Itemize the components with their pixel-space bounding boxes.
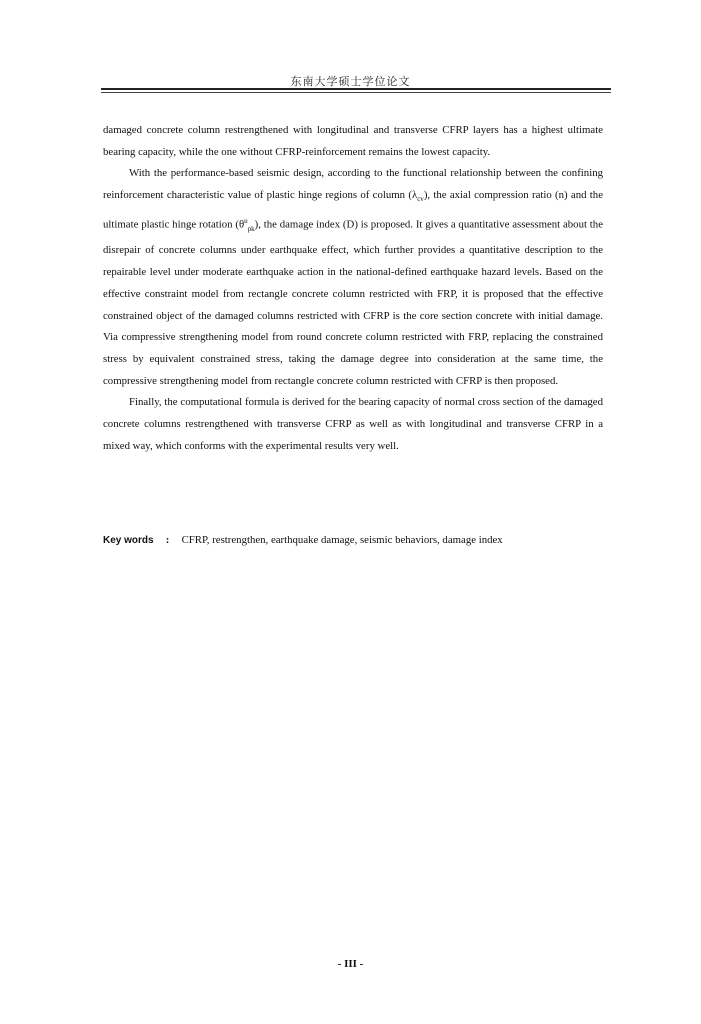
paragraph-2 <box>103 163 603 392</box>
lambda-subscript: cv <box>417 195 424 204</box>
header-rule-thin <box>101 92 611 93</box>
keywords-line <box>103 534 603 546</box>
paragraph-2-part-c: ), the damage index (D) is proposed. It gives a quantitative assessment about the disrepair of concrete columns under earthquake effect, which further provides a quantitative description to the repairable level under moderate earthquake action in the national-defined earthquake hazard levels. Based on the effective constraint model from rectangle concrete column restricted with FRP, it is proposed that the effective constrained object of the damaged columns restricted with CFRP is the core section concrete with initial damage. Via compressive strengthening model from round concrete column restricted with FRP, replacing the constrained stress by equivalent constrained stress, taking the damage degree into consideration at the same time, the compressive strengthening model from rectangle concrete column restricted with CFRP is then proposed. <box>103 218 603 387</box>
paragraph-2-part-a: With the performance-based seismic design, according to the functional relationship between the confining reinforcement characteristic value of plastic hinge regions of column ( <box>103 167 603 202</box>
keywords-separator: : <box>165 534 170 546</box>
paragraph-3: Finally, the computational formula is derived for the bearing capacity of normal cross section of the damaged concrete columns restrengthened with transverse CFRP as well as with longitudinal and transverse CFRP in a mixed way, which conforms with the experimental results very well. <box>103 396 603 452</box>
theta-subscript: pk <box>247 224 255 233</box>
lambda-symbol: λ <box>411 189 418 202</box>
paragraph-2-part-b: ), the axial compression ratio (n) and the ultimate plastic hinge rotation ( <box>103 189 603 231</box>
theta-superscript: u <box>244 216 248 225</box>
keywords-label: Key words <box>103 535 154 546</box>
abstract-body <box>103 120 603 457</box>
theta-symbol: θ <box>238 218 245 231</box>
header-rule-thick <box>101 88 611 90</box>
keywords-text: CFRP, restrengthen, earthquake damage, seismic behaviors, damage index <box>181 534 503 546</box>
running-header: 东南大学硕士学位论文 <box>290 76 411 88</box>
page-number: - III - <box>337 958 364 970</box>
paragraph-1: damaged concrete column restrengthened with longitudinal and transverse CFRP layers has a highest ultimate bearing capacity, while the one without CFRP-reinforcement remains the lowest capacity. <box>103 124 603 158</box>
